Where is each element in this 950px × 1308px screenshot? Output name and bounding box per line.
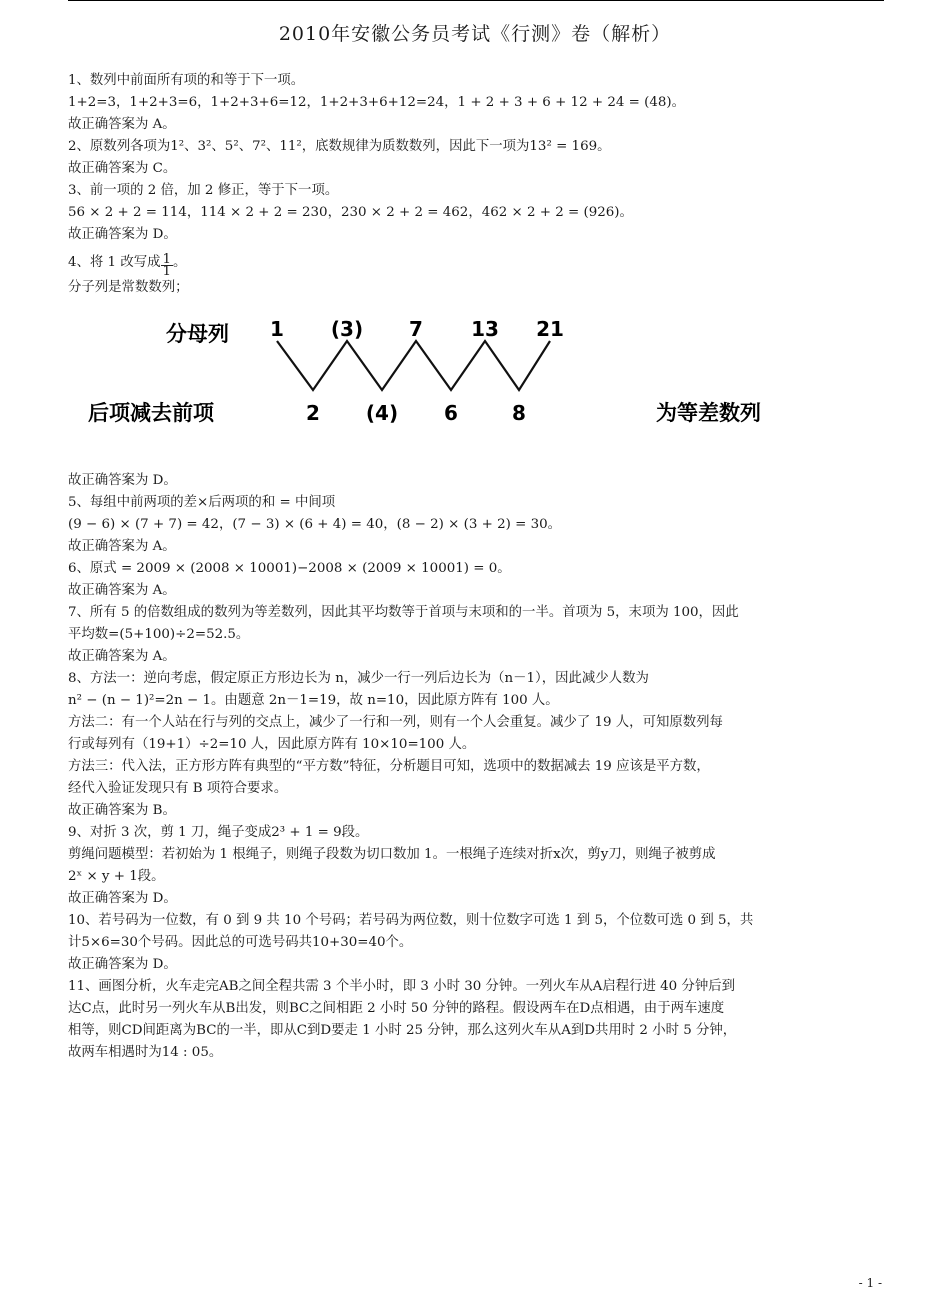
q4-suffix: 。 xyxy=(173,255,187,270)
q7-answer: 故正确答案为 A。 xyxy=(68,649,176,664)
q4-answer: 故正确答案为 D。 xyxy=(68,473,177,488)
q5-text: 5、每组中前两项的差×后两项的和 = 中间项 xyxy=(68,495,336,510)
diagram-label-bottom: 后项减去前项 xyxy=(88,401,214,425)
q4-fraction-denominator: 1 xyxy=(162,264,172,279)
q9-answer: 故正确答案为 D。 xyxy=(68,891,177,906)
q1-answer: 故正确答案为 A。 xyxy=(68,117,176,132)
q8-line4: 行或每列有（19+1）÷2=10 人，因此原方阵有 10×10=100 人。 xyxy=(68,737,476,752)
q4-prefix: 4、将 1 改写成 xyxy=(68,255,161,270)
top-rule xyxy=(68,0,884,1)
q1-text: 1、数列中前面所有项的和等于下一项。 xyxy=(68,73,305,88)
q11-line2: 达C点，此时另一列火车从B出发，则BC之间相距 2 小时 50 分钟的路程。假设两车在D点相遇，由于两车速度 xyxy=(68,1001,725,1016)
q8-answer: 故正确答案为 B。 xyxy=(68,803,176,818)
q3-answer: 故正确答案为 D。 xyxy=(68,227,177,242)
q6-text: 6、原式 = 2009 × (2008 × 10001)−2008 × (2009 × 10001) = 0。 xyxy=(68,561,511,576)
q4-fraction-numerator: 1 xyxy=(162,252,172,267)
q6-answer: 故正确答案为 A。 xyxy=(68,583,176,598)
q2-text: 2、原数列各项为1²、3²、5²、7²、11²，底数规律为质数数列，因此下一项为13² = 169。 xyxy=(68,139,611,154)
q8-line2: n² − (n − 1)²=2n − 1。由题意 2n－1=19，故 n=10，因此原方阵有 100 人。 xyxy=(68,693,559,708)
diagram-top-value: 21 xyxy=(536,317,564,341)
diagram-label-left: 分母列 xyxy=(166,322,229,346)
q10-text: 10、若号码为一位数，有 0 到 9 共 10 个号码；若号码为两位数，则十位数字可选 1 到 5，个位数可选 0 到 5，共 xyxy=(68,913,754,928)
q4-text xyxy=(68,252,886,277)
document-title: 2010年安徽公务员考试《行测》卷（解析） xyxy=(278,23,672,45)
q10-answer: 故正确答案为 D。 xyxy=(68,957,177,972)
diagram-bottom-value: (4) xyxy=(365,401,399,425)
diagram-top-value: (3) xyxy=(330,317,364,341)
diagram-bottom-value: 8 xyxy=(512,401,526,425)
document-body xyxy=(68,70,886,1064)
diagram-top-value: 1 xyxy=(270,317,284,341)
diagram-top-value: 13 xyxy=(471,317,499,341)
q5-formula: (9 − 6) × (7 + 7) = 42，(7 − 3) × (6 + 4) = 40，(8 − 2) × (3 + 2) = 30。 xyxy=(68,517,562,532)
q11-line4: 故两车相遇时为14 : 05。 xyxy=(68,1045,223,1060)
page-number: - 1 - xyxy=(858,1276,882,1290)
q3-formula: 56 × 2 + 2 = 114，114 × 2 + 2 = 230，230 × 2 + 2 = 462，462 × 2 + 2 = (926)。 xyxy=(68,205,633,220)
q7-text: 7、所有 5 的倍数组成的数列为等差数列，因此其平均数等于首项与末项和的一半。首项为 5，末项为 100，因此 xyxy=(68,605,739,620)
q9-line2: 剪绳问题模型：若初始为 1 根绳子，则绳子段数为切口数加 1。一根绳子连续对折x次，剪y刀，则绳子被剪成 xyxy=(68,847,716,862)
zigzag-line xyxy=(277,341,550,390)
diagram-label-right: 为等差数列 xyxy=(656,401,761,425)
q8-line3: 方法二：有一个人站在行与列的交点上，减少了一行和一列，则有一个人会重复。减少了 19 人，可知原数列每 xyxy=(68,715,723,730)
diagram-bottom-value: 2 xyxy=(306,401,320,425)
denominator-diagram xyxy=(68,303,886,468)
q1-formula: 1+2=3，1+2+3=6，1+2+3+6=12，1+2+3+6+12=24，1 + 2 + 3 + 6 + 12 + 24 = (48)。 xyxy=(68,95,685,110)
diagram-top-value: 7 xyxy=(409,317,423,341)
q2-answer: 故正确答案为 C。 xyxy=(68,161,177,176)
q10-line2: 计5×6=30个号码。因此总的可选号码共10+30=40个。 xyxy=(68,935,413,950)
q11-text: 11、画图分析，火车走完AB之间全程共需 3 个半小时，即 3 小时 30 分钟。一列火车从A启程行进 40 分钟后到 xyxy=(68,979,736,994)
diagram-bottom-value: 6 xyxy=(444,401,458,425)
q4-line2: 分子列是常数数列； xyxy=(68,280,189,295)
q8-line5: 方法三：代入法，正方形方阵有典型的“平方数”特征，分析题目可知，选项中的数据减去 19 应该是平方数， xyxy=(68,759,710,774)
q8-text: 8、方法一：逆向考虑，假定原正方形边长为 n，减少一行一列后边长为（n－1），因此减少人数为 xyxy=(68,671,649,686)
q9-line3: 2ˣ × y + 1段。 xyxy=(68,869,165,884)
q8-line6: 经代入验证发现只有 B 项符合要求。 xyxy=(68,781,288,796)
q9-text: 9、对折 3 次，剪 1 刀，绳子变成2³ + 1 = 9段。 xyxy=(68,825,369,840)
q4-fraction xyxy=(161,254,174,277)
q7-line2: 平均数=(5+100)÷2=52.5。 xyxy=(68,627,250,642)
q11-line3: 相等，则CD间距离为BC的一半，即从C到D要走 1 小时 25 分钟，那么这列火车从A到D共用时 2 小时 5 分钟， xyxy=(68,1023,737,1038)
q5-answer: 故正确答案为 A。 xyxy=(68,539,176,554)
q3-text: 3、前一项的 2 倍，加 2 修正，等于下一项。 xyxy=(68,183,339,198)
